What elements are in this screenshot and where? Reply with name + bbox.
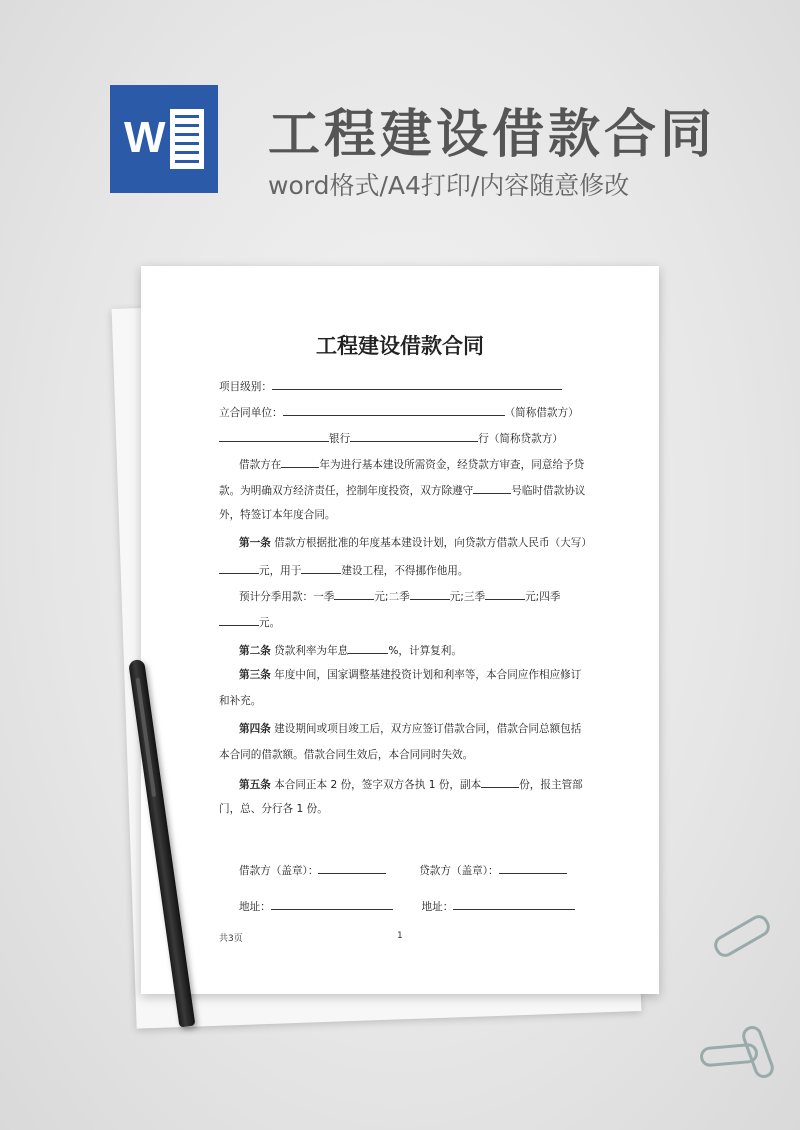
- document-title: 工程建设借款合同: [316, 334, 484, 358]
- line-text: 元;三季: [449, 591, 486, 603]
- blank-line: [350, 430, 478, 442]
- signature-row-2: [239, 898, 575, 914]
- borrower-seal-label: 借款方（盖章）：: [239, 865, 319, 877]
- article-number: 第三条: [239, 669, 271, 681]
- document-line: [239, 642, 462, 658]
- line-text: 借款方根据批准的年度基本建设计划，向贷款方借款人民币（大写）: [270, 537, 592, 549]
- line-text: 本合同正本 2 份，签字双方各执 1 份，副本: [270, 779, 482, 791]
- document-line: [219, 378, 562, 394]
- line-text: %，计算复利。: [388, 645, 462, 657]
- line-text: 和补充。: [219, 695, 262, 707]
- signature-row-1: [239, 862, 567, 878]
- line-text: 款。为明确双方经济责任，控制年度投资，双方除遵守: [219, 485, 474, 497]
- line-text: 外，特签订本年度合同。: [219, 509, 336, 521]
- blank-line: [219, 614, 259, 626]
- blank-line: [271, 898, 393, 910]
- blank-line: [410, 588, 450, 600]
- blank-line: [281, 456, 319, 468]
- line-text: 本合同的借款额。借款合同生效后，本合同同时失效。: [219, 749, 474, 761]
- line-text: 项目级别：: [219, 381, 272, 393]
- document-line: [239, 776, 583, 792]
- line-text: 建设期间或项目竣工后，双方应签订借款合同，借款合同总额包括: [270, 723, 582, 735]
- line-text: 年度中间，国家调整基建投资计划和利率等，本合同应作相应修订: [270, 669, 582, 681]
- article-number: 第五条: [239, 779, 271, 791]
- line-text: 行（简称贷款方）: [478, 433, 563, 445]
- word-logo-icon: [110, 85, 218, 193]
- document-page: [141, 266, 659, 994]
- blank-line: [272, 378, 562, 390]
- line-text: 元;二季: [374, 591, 410, 603]
- article-number: 第一条: [239, 537, 271, 549]
- line-text: 元;四季: [525, 591, 561, 603]
- line-text: 号临时借款协议: [511, 485, 586, 497]
- page-count: 共3页: [219, 934, 243, 944]
- line-text: 银行: [329, 433, 351, 445]
- article-number: 第二条: [239, 645, 271, 657]
- article-number: 第四条: [239, 723, 271, 735]
- document-line: [219, 614, 280, 630]
- document-line: [219, 404, 579, 420]
- line-text: 建设工程，不得挪作他用。: [341, 565, 469, 577]
- line-text: 元。: [259, 617, 281, 629]
- document-line: [219, 562, 469, 578]
- blank-line: [283, 404, 505, 416]
- blank-line: [499, 862, 567, 874]
- document-line: [239, 588, 560, 604]
- document-line: [219, 802, 328, 816]
- blank-line: [301, 562, 341, 574]
- blank-line: [481, 776, 519, 788]
- line-text: 预计分季用款：一季: [239, 591, 335, 603]
- blank-line: [219, 562, 259, 574]
- blank-line: [318, 862, 386, 874]
- line-text: 年为进行基本建设所需资金，经贷款方审查，同意给予贷: [319, 459, 585, 471]
- document-line: [219, 748, 473, 762]
- blank-line: [485, 588, 525, 600]
- document-lines-icon: [170, 109, 204, 169]
- document-line: [239, 456, 584, 472]
- blank-line: [473, 482, 511, 494]
- word-logo-letter: W: [124, 113, 166, 162]
- document-line: [219, 430, 563, 446]
- document-line: [239, 536, 592, 550]
- line-text: 元，用于: [259, 565, 302, 577]
- line-text: 份，报主管部: [519, 779, 583, 791]
- blank-line: [334, 588, 374, 600]
- document-line: [219, 694, 261, 708]
- line-text: （简称借款方）: [504, 407, 579, 419]
- blank-line: [219, 430, 329, 442]
- lender-address-label: 地址：: [421, 901, 454, 913]
- line-text: 门，总、分行各 1 份。: [219, 803, 328, 815]
- document-line: [239, 668, 581, 682]
- line-text: 立合同单位：: [219, 407, 283, 419]
- document-line: [219, 508, 336, 522]
- borrower-address-label: 地址：: [239, 901, 271, 913]
- page-number: 1: [397, 931, 403, 941]
- header-title: 工程建设借款合同: [268, 105, 717, 165]
- document-line: [219, 482, 585, 498]
- blank-line: [453, 898, 575, 910]
- line-text: 借款方在: [239, 459, 282, 471]
- document-line: [239, 722, 581, 736]
- lender-seal-label: 贷款方（盖章）：: [419, 865, 499, 877]
- blank-line: [348, 642, 388, 654]
- paperclip-icon: [711, 911, 774, 960]
- line-text: 贷款利率为年息: [270, 645, 349, 657]
- header-subtitle: word格式/A4打印/内容随意修改: [268, 171, 630, 200]
